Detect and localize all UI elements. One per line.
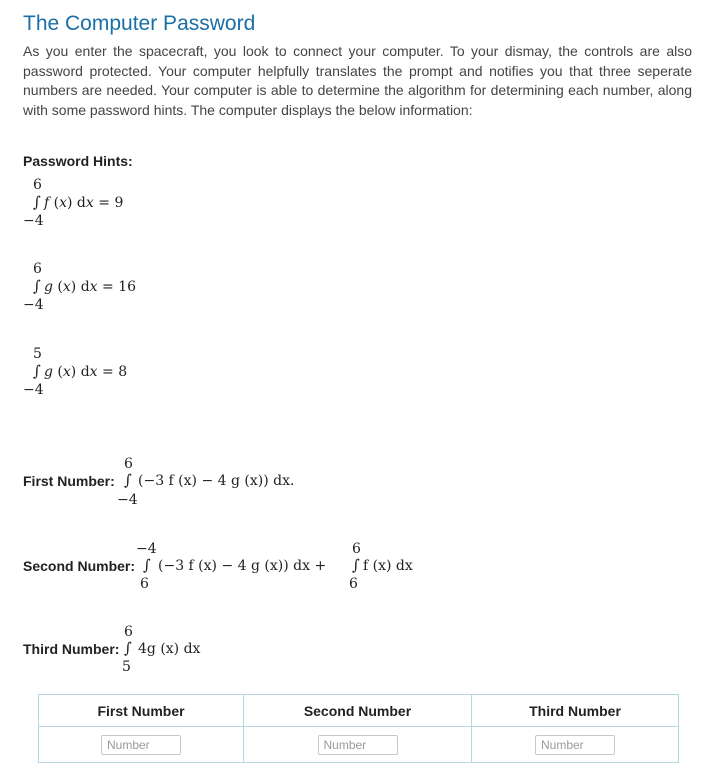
first-number-integral bbox=[116, 456, 376, 512]
third-number-label: Third Number: bbox=[23, 641, 120, 657]
second-upper-limit-1: −4 bbox=[136, 541, 157, 557]
integral-sign-icon: ∫ bbox=[352, 556, 360, 574]
second-lower-limit-1: 6 bbox=[140, 576, 149, 592]
second-number-label: Second Number: bbox=[23, 558, 136, 574]
hint-1-expression bbox=[44, 195, 123, 211]
intro-paragraph: As you enter the spacecraft, you look to connect your computer. To your dismay, the controls are also password protected. Your computer helpfully translates the prompt and notifies you that three seperate numbers are needed. Your computer is able to determine the algorithm for determining each number, along with some password hints. The computer displays the below information: bbox=[23, 43, 692, 118]
hint-3-expression bbox=[44, 364, 127, 380]
hint-1-upper-limit: 6 bbox=[33, 177, 42, 193]
hint-2-function: g bbox=[44, 279, 53, 295]
page-title: The Computer Password bbox=[23, 12, 256, 35]
second-number-input[interactable] bbox=[318, 735, 398, 755]
second-integrand-2: f (x) dx bbox=[363, 558, 413, 574]
second-number-integral-2 bbox=[346, 541, 446, 597]
hint-integral-3 bbox=[23, 346, 223, 402]
third-number-integral bbox=[119, 624, 259, 680]
second-lower-limit-2: 6 bbox=[349, 576, 358, 592]
integral-sign-icon: ∫ bbox=[33, 193, 41, 211]
third-number-cell bbox=[472, 727, 679, 763]
integral-sign-icon: ∫ bbox=[124, 639, 132, 657]
hint-2-upper-limit: 6 bbox=[33, 261, 42, 277]
hint-3-upper-limit: 5 bbox=[33, 346, 42, 362]
first-number-label: First Number: bbox=[23, 473, 115, 489]
first-lower-limit: −4 bbox=[117, 492, 138, 508]
integral-sign-icon: ∫ bbox=[124, 471, 132, 489]
first-upper-limit: 6 bbox=[124, 456, 133, 472]
third-lower-limit: 5 bbox=[122, 659, 131, 675]
hint-3-function: g bbox=[44, 364, 53, 380]
hint-1-value: 9 bbox=[114, 195, 124, 211]
integral-sign-icon: ∫ bbox=[33, 277, 41, 295]
hint-1-argument: (x) dx = bbox=[53, 195, 110, 211]
second-number-cell bbox=[244, 727, 472, 763]
third-integrand: 4g (x) dx bbox=[138, 641, 201, 657]
hint-2-argument: (x) dx = bbox=[57, 279, 114, 295]
answer-table-header-row bbox=[39, 695, 679, 727]
hint-2-value: 16 bbox=[118, 279, 137, 295]
second-integrand-1: (−3 f (x) − 4 g (x)) dx + bbox=[158, 558, 327, 574]
integral-sign-icon: ∫ bbox=[143, 556, 151, 574]
answer-table-input-row bbox=[39, 727, 679, 763]
third-upper-limit: 6 bbox=[124, 624, 133, 640]
hint-1-lower-limit: −4 bbox=[23, 213, 44, 229]
third-number-header: Third Number bbox=[472, 695, 679, 727]
first-integrand: (−3 f (x) − 4 g (x)) dx. bbox=[138, 473, 295, 489]
second-number-integral-1 bbox=[136, 541, 346, 597]
second-upper-limit-2: 6 bbox=[352, 541, 361, 557]
hint-3-argument: (x) dx = bbox=[57, 364, 114, 380]
hint-3-value: 8 bbox=[118, 364, 128, 380]
hint-2-lower-limit: −4 bbox=[23, 297, 44, 313]
integral-sign-icon: ∫ bbox=[33, 362, 41, 380]
hint-1-function: f bbox=[44, 195, 50, 211]
hint-integral-2 bbox=[23, 261, 223, 317]
hint-2-expression bbox=[44, 279, 136, 295]
first-number-header: First Number bbox=[39, 695, 244, 727]
hint-3-lower-limit: −4 bbox=[23, 382, 44, 398]
first-number-cell bbox=[39, 727, 244, 763]
answer-table bbox=[38, 694, 679, 763]
second-number-header: Second Number bbox=[244, 695, 472, 727]
password-hints-label: Password Hints: bbox=[23, 153, 133, 169]
third-number-input[interactable] bbox=[535, 735, 615, 755]
first-number-input[interactable] bbox=[101, 735, 181, 755]
hint-integral-1 bbox=[23, 177, 223, 233]
